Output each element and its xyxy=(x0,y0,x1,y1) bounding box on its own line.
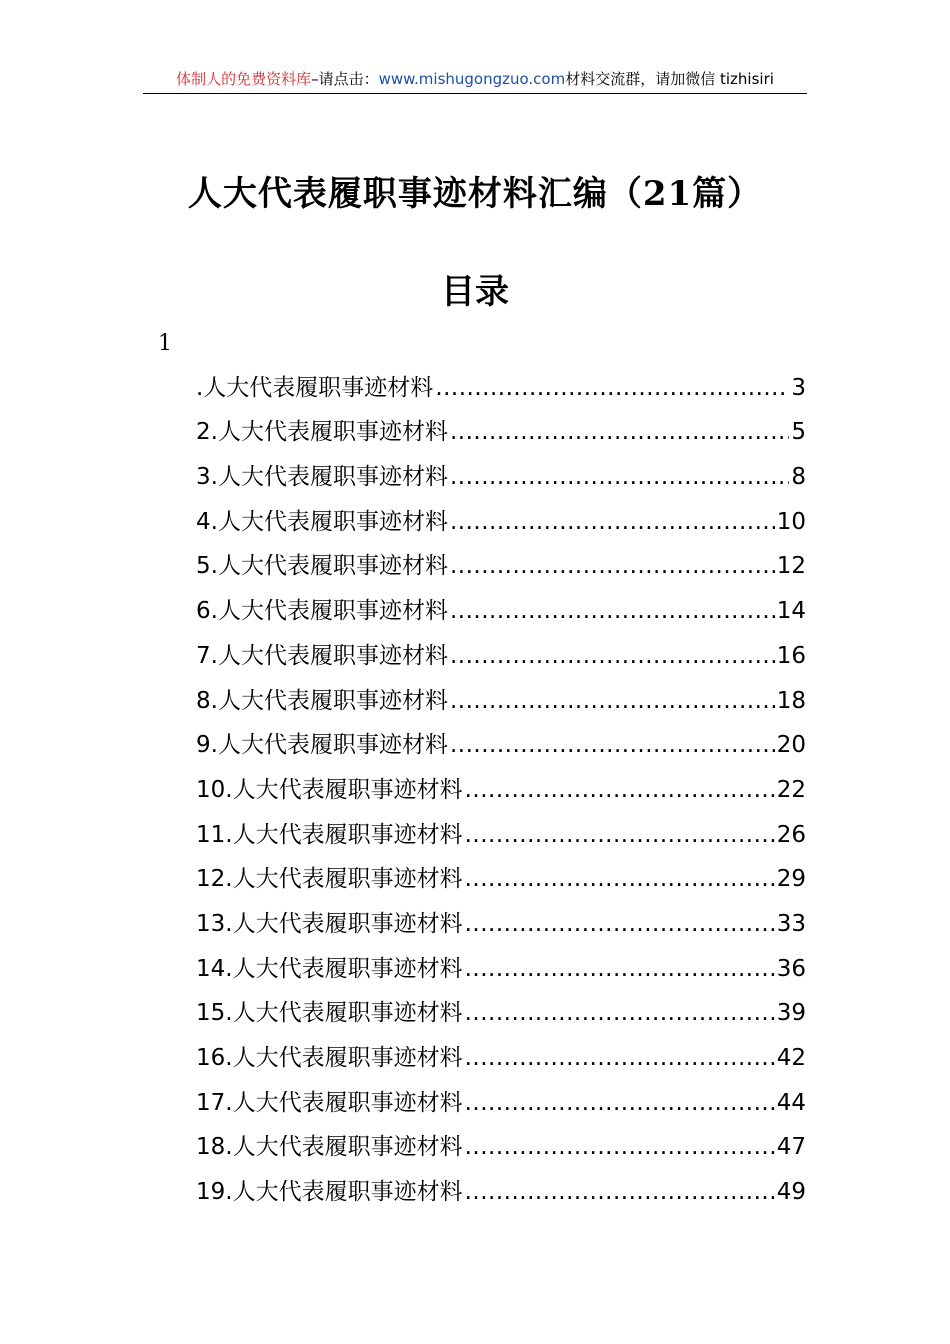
toc-entry-page: 8 xyxy=(791,464,806,491)
toc-entry[interactable] xyxy=(196,454,806,499)
toc-entry[interactable] xyxy=(196,410,806,455)
header-link[interactable]: www.mishugongzuo.com xyxy=(378,70,566,88)
toc-entry-page: 44 xyxy=(776,1089,806,1116)
toc-leader-dots xyxy=(465,813,775,857)
header-divider xyxy=(143,93,807,94)
toc-entry-title: 12.人大代表履职事迹材料 xyxy=(196,866,463,893)
toc-entry-page: 12 xyxy=(776,553,806,580)
toc-entry[interactable] xyxy=(196,767,806,812)
toc-leader-dots xyxy=(450,723,775,767)
header-suffix: 材料交流群，请加微信 tizhisiri xyxy=(565,70,774,88)
toc-entry[interactable] xyxy=(196,901,806,946)
toc-entry-title: 3.人大代表履职事迹材料 xyxy=(196,464,448,491)
toc-entry-title: 11.人大代表履职事迹材料 xyxy=(196,821,463,848)
document-title: 人大代表履职事迹材料汇编（21篇） xyxy=(187,174,763,214)
toc-entry[interactable] xyxy=(196,678,806,723)
toc-entry-page: 20 xyxy=(776,732,806,759)
toc-entry[interactable] xyxy=(196,991,806,1036)
toc-entry[interactable] xyxy=(196,946,806,991)
header-site-name: 体制人的免费资料库 xyxy=(176,70,312,88)
toc-entry-page: 3 xyxy=(791,374,806,401)
toc-entry-title: 17.人大代表履职事迹材料 xyxy=(196,1089,463,1116)
toc-leader-dots xyxy=(450,634,775,678)
toc-entry[interactable] xyxy=(196,857,806,902)
toc-entry-page: 39 xyxy=(776,1000,806,1027)
toc-leader-dots xyxy=(465,902,775,946)
toc-leader-dots xyxy=(465,1125,775,1169)
toc-leader-dots xyxy=(465,768,775,812)
toc-entry-page: 16 xyxy=(776,642,806,669)
toc-leader-dots xyxy=(465,1170,775,1214)
toc-entry-title: 16.人大代表履职事迹材料 xyxy=(196,1045,463,1071)
toc-leader-dots xyxy=(450,500,775,544)
toc-entry-page: 42 xyxy=(776,1045,806,1071)
toc-leader-dots xyxy=(465,857,775,901)
toc-entry-title: 2.人大代表履职事迹材料 xyxy=(196,419,448,446)
toc-entry[interactable] xyxy=(196,812,806,857)
toc-entry[interactable] xyxy=(196,365,806,410)
toc-leader-dots xyxy=(450,410,789,454)
toc-entry[interactable] xyxy=(196,723,806,768)
toc-entry-title: 4.人大代表履职事迹材料 xyxy=(196,508,448,535)
toc-entry-page: 14 xyxy=(776,598,806,625)
toc-leader-dots xyxy=(450,455,789,499)
toc-first-number: 1 xyxy=(158,331,172,356)
toc-entry-title: 8.人大代表履职事迹材料 xyxy=(196,687,448,714)
toc-leader-dots xyxy=(435,366,789,410)
toc-entry[interactable] xyxy=(196,633,806,678)
toc-leader-dots xyxy=(465,991,775,1035)
toc-entry-title: 5.人大代表履职事迹材料 xyxy=(196,553,448,580)
toc-entry-page: 22 xyxy=(776,776,806,803)
toc-leader-dots xyxy=(450,589,775,633)
toc-leader-dots xyxy=(465,1036,775,1080)
toc-entry-title: .人大代表履职事迹材料 xyxy=(196,374,434,401)
toc-leader-dots xyxy=(465,947,775,991)
toc-entry-page: 47 xyxy=(776,1134,806,1161)
toc-leader-dots xyxy=(450,679,775,723)
toc-entry-page: 29 xyxy=(776,866,806,893)
toc-entry[interactable] xyxy=(196,1035,806,1080)
toc-leader-dots xyxy=(450,544,775,588)
toc-entry[interactable] xyxy=(196,1169,806,1214)
page-header xyxy=(143,68,807,90)
toc-entry-title: 15.人大代表履职事迹材料 xyxy=(196,1000,463,1027)
toc-entry[interactable] xyxy=(196,1125,806,1170)
toc-entry-title: 7.人大代表履职事迹材料 xyxy=(196,642,448,669)
toc-leader-dots xyxy=(465,1081,775,1125)
toc-entry-title: 10.人大代表履职事迹材料 xyxy=(196,776,463,803)
toc-entry-page: 10 xyxy=(776,508,806,535)
toc-entry-page: 36 xyxy=(776,955,806,982)
toc-entry[interactable] xyxy=(196,1080,806,1125)
toc-entry-title: 14.人大代表履职事迹材料 xyxy=(196,955,463,982)
toc-entry[interactable] xyxy=(196,588,806,633)
toc-entry[interactable] xyxy=(196,499,806,544)
toc-entry[interactable] xyxy=(196,544,806,589)
toc-entry-title: 18.人大代表履职事迹材料 xyxy=(196,1134,463,1161)
toc-entry-title: 9.人大代表履职事迹材料 xyxy=(196,732,448,759)
toc-entry-page: 33 xyxy=(776,910,806,937)
toc-entry-title: 6.人大代表履职事迹材料 xyxy=(196,598,448,625)
toc-entry-page: 49 xyxy=(776,1179,806,1206)
toc-heading: 目录 xyxy=(441,272,509,312)
header-prompt: –请点击： xyxy=(311,70,379,88)
toc-entry-title: 13.人大代表履职事迹材料 xyxy=(196,910,463,937)
toc-entry-page: 5 xyxy=(791,419,806,446)
toc-entry-title: 19.人大代表履职事迹材料 xyxy=(196,1179,463,1206)
toc-entry-page: 26 xyxy=(776,821,806,848)
toc-entry-page: 18 xyxy=(776,687,806,714)
table-of-contents xyxy=(196,365,806,1214)
